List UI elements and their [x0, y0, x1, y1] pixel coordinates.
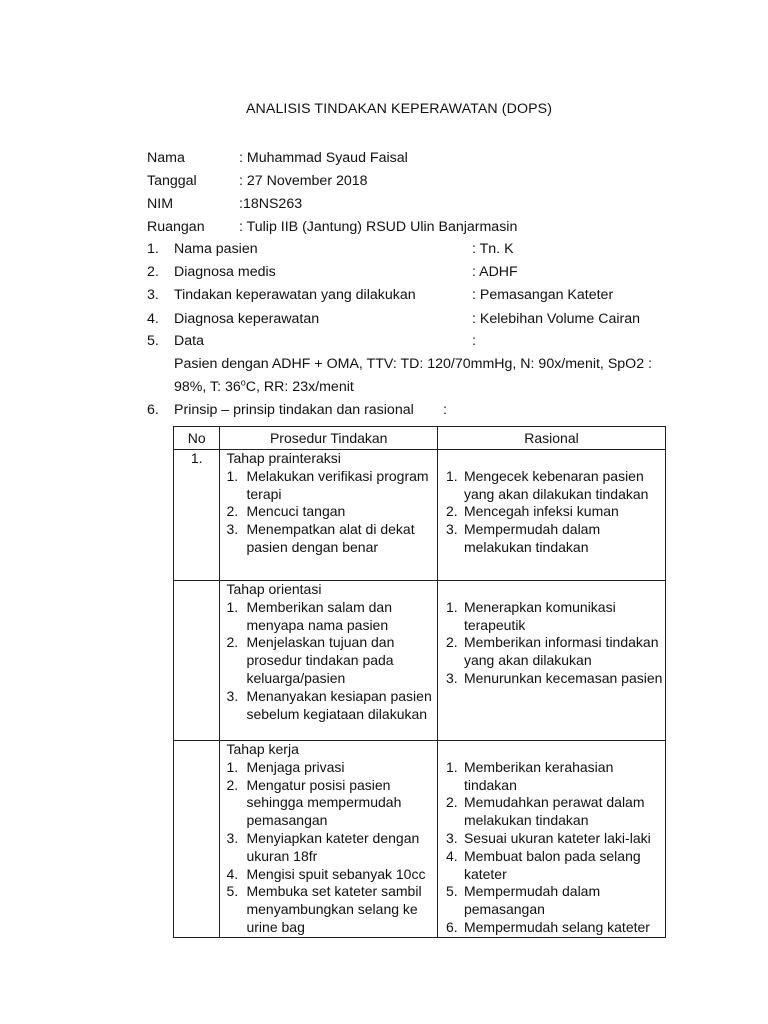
- data-text-part: 98%, T: 36: [174, 379, 241, 395]
- procedure-cell: [220, 581, 437, 741]
- stage-title: Tahap orientasi: [226, 581, 322, 597]
- list-text: Menjelaskan tujuan dan prosedur tindakan pada keluarga/pasien: [246, 634, 395, 686]
- list-number: 2.: [445, 634, 458, 651]
- list-text: Menanyakan kesiapan pasien sebelum kegiataan dilakukan: [246, 687, 432, 722]
- list-item: [220, 866, 436, 884]
- list-text: Memudahkan perawat dalam melakukan tindakan: [463, 794, 645, 829]
- list-text: Mencegah infeksi kuman: [463, 503, 619, 520]
- list-text: Memberikan informasi tindakan yang akan dilakukan: [463, 634, 659, 669]
- list-item: [220, 503, 436, 521]
- list-text: Menurunkan kecemasan pasien: [463, 669, 663, 686]
- rationale-list: [438, 468, 665, 557]
- list-text: Membuka set kateter sambil menyambungkan selang ke urine bag: [246, 883, 422, 935]
- list-item: [438, 919, 665, 937]
- list-number: 3.: [226, 829, 239, 846]
- list-item: [438, 794, 665, 830]
- stage-title: Tahap kerja: [226, 741, 299, 757]
- degree-sign: o: [240, 377, 246, 388]
- list-text: Menyiapkan kateter dengan ukuran 18fr: [246, 829, 420, 864]
- list-item: [438, 883, 665, 919]
- list-item: [220, 599, 436, 635]
- item-label: Prinsip – prinsip tindakan dan rasional: [174, 402, 414, 418]
- list-number: 2.: [226, 634, 239, 651]
- list-number: 1.: [226, 758, 239, 775]
- list-item: [438, 503, 665, 521]
- item-diagnosa-medis: [147, 261, 707, 283]
- item-prinsip: [147, 399, 707, 421]
- list-text: Menempatkan alat di dekat pasien dengan benar: [246, 521, 415, 555]
- list-number: 2.: [445, 794, 458, 811]
- header-rasional: Rasional: [437, 427, 665, 450]
- data-text-line-1: Pasien dengan ADHF + OMA, TTV: TD: 120/70mmHg, N: 90x/menit, SpO2 :: [174, 356, 652, 372]
- rationale-cell: [437, 741, 665, 938]
- rationale-list: [438, 599, 665, 688]
- item-nama-pasien: [147, 238, 707, 260]
- identity-label: Ruangan: [147, 219, 205, 235]
- item-value: : Pemasangan Kateter: [472, 287, 614, 303]
- list-number: 5.: [226, 883, 239, 900]
- list-text: Mempermudah dalam pemasangan: [463, 883, 601, 918]
- item-number: 5.: [147, 333, 159, 349]
- table-row: [174, 741, 666, 938]
- rationale-list: [438, 759, 665, 937]
- item-number: 4.: [147, 311, 159, 327]
- item-diagnosa-keperawatan: [147, 308, 707, 330]
- list-number: 5.: [445, 883, 458, 900]
- list-text: Mempermudah selang kateter: [463, 918, 650, 935]
- list-text: Mengatur posisi pasien sehingga mempermudah pemasangan: [246, 776, 402, 829]
- item-label: Tindakan keperawatan yang dilakukan: [174, 287, 416, 303]
- list-item: [438, 599, 665, 635]
- item-value: : ADHF: [472, 264, 518, 280]
- list-number: 2.: [226, 776, 239, 793]
- procedure-list: [220, 599, 436, 724]
- identity-value: : Muhammad Syaud Faisal: [239, 150, 408, 166]
- list-item: [220, 830, 436, 866]
- list-number: 6.: [445, 918, 458, 935]
- item-number: 1.: [147, 241, 159, 257]
- item-number: 3.: [147, 287, 159, 303]
- list-number: 1.: [445, 598, 458, 615]
- list-item: [220, 634, 436, 687]
- list-item: [438, 521, 665, 557]
- rationale-cell: [437, 450, 665, 581]
- list-number: 2.: [445, 503, 458, 520]
- list-item: [438, 670, 665, 688]
- list-item: [438, 830, 665, 848]
- item-tindakan: [147, 284, 707, 306]
- header-no: No: [174, 427, 220, 450]
- list-item: [220, 521, 436, 557]
- list-text: Mengecek kebenaran pasien yang akan dilakukan tindakan: [463, 467, 649, 502]
- item-data: [147, 330, 707, 352]
- list-text: Sesuai ukuran kateter laki-laki: [463, 829, 651, 846]
- identity-label: Nama: [147, 150, 185, 166]
- list-number: 1.: [445, 758, 458, 775]
- list-number: 3.: [445, 521, 458, 538]
- list-number: 3.: [226, 521, 239, 538]
- list-number: 2.: [226, 503, 239, 520]
- list-text: Memberikan salam dan menyapa nama pasien: [246, 598, 392, 633]
- list-number: 1.: [226, 467, 239, 484]
- item-value: : Tn. K: [472, 241, 514, 257]
- list-item: [220, 777, 436, 830]
- procedure-list: [220, 468, 436, 557]
- document-title: ANALISIS TINDAKAN KEPERAWATAN (DOPS): [245, 101, 553, 117]
- list-text: Memberikan kerahasian tindakan: [463, 758, 614, 793]
- item-value: :: [472, 333, 476, 349]
- list-item: [438, 759, 665, 795]
- item-label: Diagnosa medis: [174, 264, 276, 280]
- list-text: Menjaga privasi: [246, 758, 345, 775]
- item-value: : Kelebihan Volume Cairan: [472, 311, 640, 327]
- procedure-cell: [220, 450, 437, 581]
- header-prosedur: Prosedur Tindakan: [220, 427, 437, 450]
- list-item: [220, 468, 436, 504]
- identity-value: :18NS263: [239, 196, 303, 212]
- identity-label: Tanggal: [147, 173, 197, 189]
- stage-title: Tahap prainteraksi: [226, 450, 341, 466]
- identity-label: NIM: [147, 196, 174, 212]
- procedure-list: [220, 759, 436, 937]
- row-number: [174, 741, 220, 938]
- list-item: [220, 883, 436, 936]
- list-text: Mempermudah dalam melakukan tindakan: [463, 521, 601, 555]
- list-number: 3.: [445, 669, 458, 686]
- list-text: Mengisi spuit sebanyak 10cc: [246, 865, 426, 882]
- item-value: :: [443, 402, 447, 418]
- item-label: Nama pasien: [174, 241, 258, 257]
- row-number: 1.: [174, 450, 220, 581]
- row-number: [174, 581, 220, 741]
- item-number: 6.: [147, 402, 159, 418]
- identity-value: : 27 November 2018: [239, 173, 368, 189]
- data-text-part: C, RR: 23x/menit: [245, 379, 354, 395]
- list-item: [220, 759, 436, 777]
- list-number: 1.: [445, 467, 458, 484]
- rationale-cell: [437, 581, 665, 741]
- identity-value: : Tulip IIB (Jantung) RSUD Ulin Banjarmasin: [239, 219, 518, 235]
- item-number: 2.: [147, 264, 159, 280]
- list-text: Melakukan verifikasi program terapi: [246, 467, 429, 502]
- list-text: Membuat balon pada selang kateter: [463, 847, 641, 882]
- procedure-cell: [220, 741, 437, 938]
- list-item: [438, 468, 665, 504]
- list-number: 3.: [445, 829, 458, 846]
- list-number: 4.: [445, 847, 458, 864]
- table-header-row: [174, 427, 666, 450]
- table-row: [174, 581, 666, 741]
- list-number: 1.: [226, 598, 239, 615]
- list-number: 4.: [226, 865, 239, 882]
- list-text: Mencuci tangan: [246, 503, 346, 520]
- data-text-line-2: [174, 376, 354, 398]
- list-text: Menerapkan komunikasi terapeutik: [463, 598, 616, 633]
- item-label: Data: [174, 333, 204, 349]
- list-item: [438, 634, 665, 670]
- list-item: [220, 688, 436, 724]
- list-number: 3.: [226, 687, 239, 704]
- item-label: Diagnosa keperawatan: [174, 311, 320, 327]
- principles-table: [173, 426, 666, 938]
- table-row: [174, 450, 666, 581]
- list-item: [438, 848, 665, 884]
